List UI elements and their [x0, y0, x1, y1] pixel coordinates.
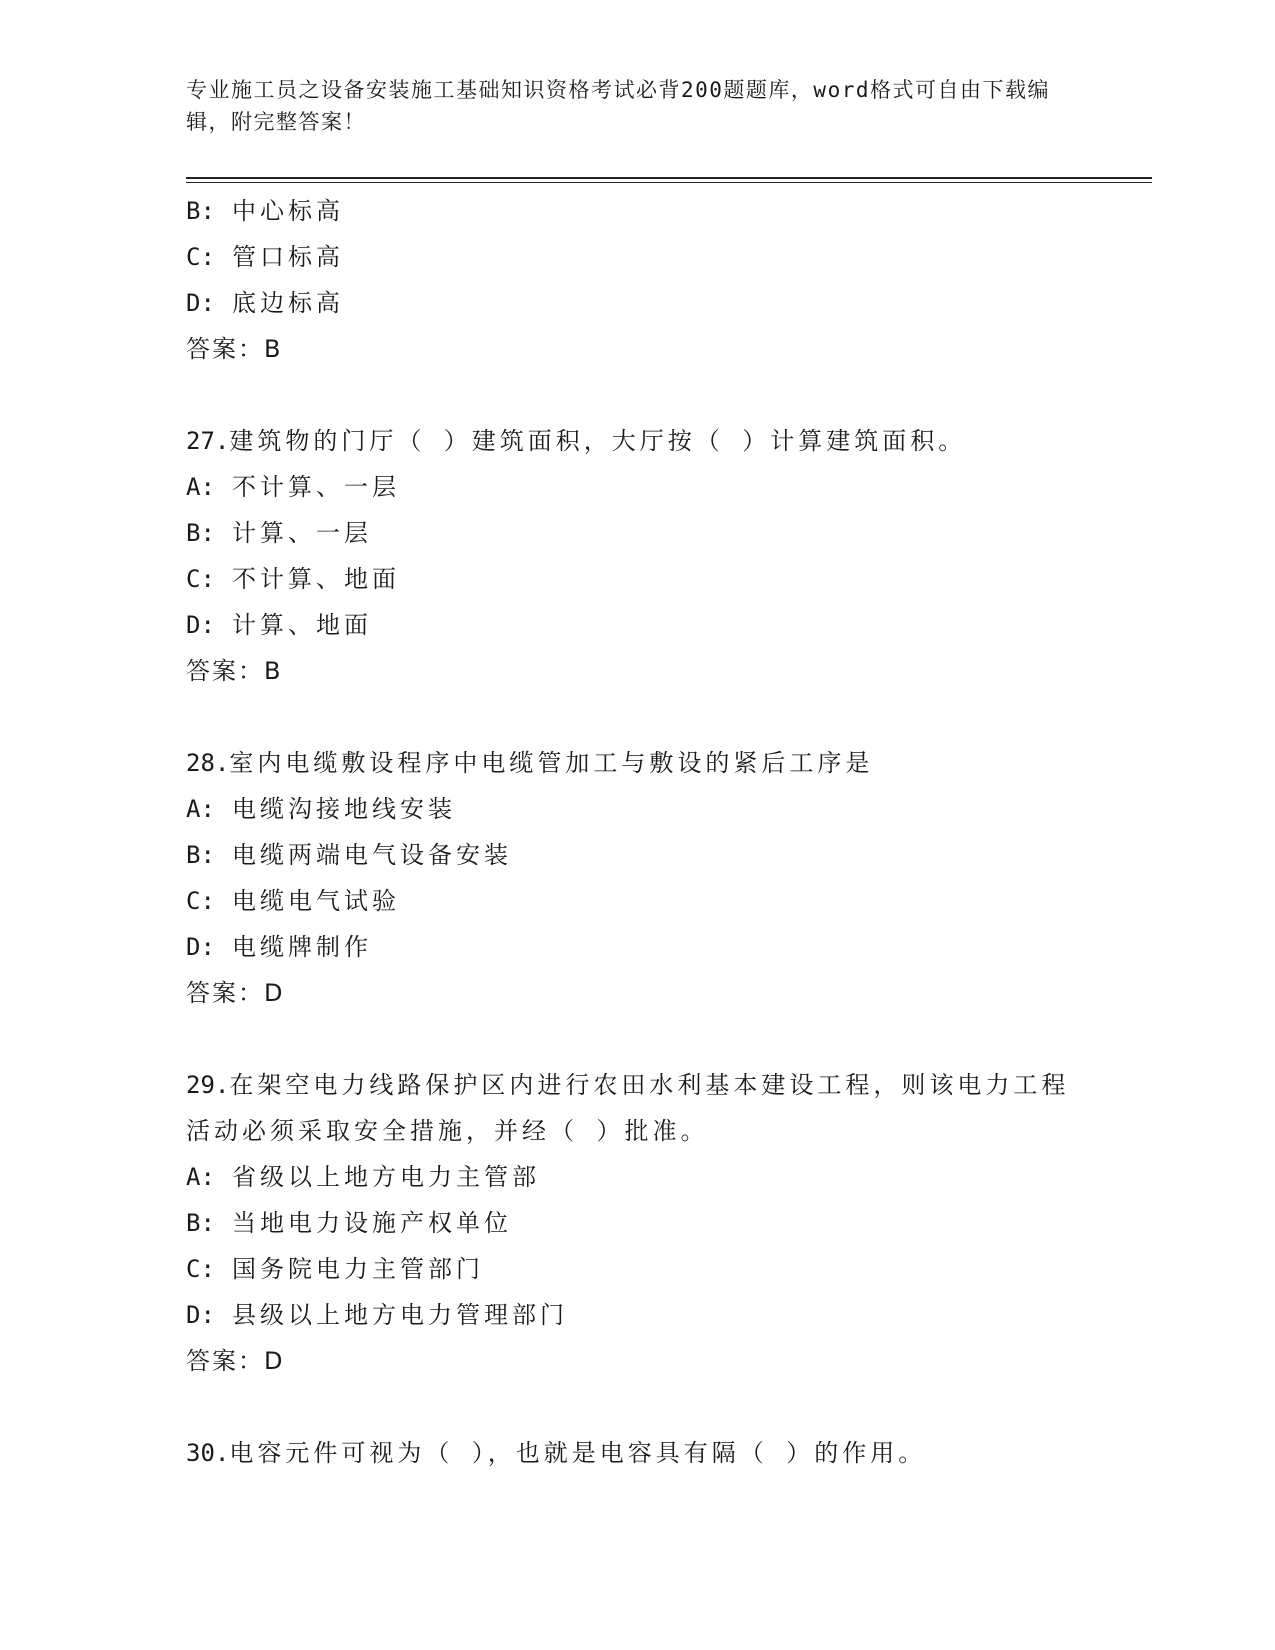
option-label: D: — [186, 611, 215, 639]
option-text: 管口标高 — [232, 243, 344, 271]
option-line — [186, 1154, 1152, 1200]
option-text: 省级以上地方电力主管部 — [232, 1163, 540, 1191]
option-text: 电缆牌制作 — [232, 933, 372, 961]
option-text: 电缆沟接地线安装 — [232, 795, 456, 823]
question-stem — [186, 1062, 1086, 1154]
option-label: D: — [186, 1301, 215, 1329]
option-text: 县级以上地方电力管理部门 — [232, 1301, 568, 1329]
question-number: 27. — [186, 427, 230, 455]
document-header: 专业施工员之设备安装施工基础知识资格考试必背200题题库，word格式可自由下载编辑，附完整答案！ — [186, 78, 1050, 134]
option-text: 当地电力设施产权单位 — [232, 1209, 512, 1237]
question-text: 建筑物的门厅（ ）建筑面积，大厅按（ ）计算建筑面积。 — [229, 427, 967, 455]
option-label: C: — [186, 887, 215, 915]
option-text: 不计算、地面 — [232, 565, 400, 593]
option-label: C: — [186, 1255, 215, 1283]
option-label: C: — [186, 565, 215, 593]
answer-line: 答案：D — [186, 1347, 285, 1375]
question-number: 29. — [186, 1071, 230, 1099]
option-label: A: — [186, 473, 215, 501]
option-text: 计算、地面 — [232, 611, 372, 639]
option-text: 电缆电气试验 — [232, 887, 400, 915]
header-rule-thin — [186, 182, 1152, 183]
answer-line: 答案：B — [186, 335, 283, 363]
option-line — [186, 878, 1152, 924]
spacer — [186, 1016, 1152, 1062]
question-text: 室内电缆敷设程序中电缆管加工与敷设的紧后工序是 — [229, 749, 874, 777]
option-label: D: — [186, 289, 215, 317]
option-label: B: — [186, 1209, 215, 1237]
option-line — [186, 188, 1152, 234]
question-number: 28. — [186, 749, 230, 777]
option-label: D: — [186, 933, 215, 961]
option-label: B: — [186, 197, 215, 225]
question-number: 30. — [186, 1439, 230, 1467]
option-line — [186, 924, 1152, 970]
option-line — [186, 464, 1152, 510]
option-line — [186, 832, 1152, 878]
question-block — [186, 1062, 1152, 1384]
spacer — [186, 1384, 1152, 1430]
option-line — [186, 1292, 1152, 1338]
option-label: A: — [186, 1163, 215, 1191]
answer-line: 答案：B — [186, 657, 283, 685]
option-line — [186, 1200, 1152, 1246]
question-stem — [186, 740, 1086, 786]
question-block — [186, 740, 1152, 1016]
option-line — [186, 786, 1152, 832]
question-list — [186, 188, 1152, 1476]
option-line — [186, 510, 1152, 556]
option-text: 电缆两端电气设备安装 — [232, 841, 512, 869]
question-stem — [186, 418, 1086, 464]
option-label: B: — [186, 841, 215, 869]
spacer — [186, 694, 1152, 740]
option-line — [186, 556, 1152, 602]
option-text: 底边标高 — [232, 289, 344, 317]
option-label: B: — [186, 519, 215, 547]
option-line — [186, 280, 1152, 326]
option-line — [186, 234, 1152, 280]
option-label: C: — [186, 243, 215, 271]
question-block — [186, 1430, 1152, 1476]
option-text: 国务院电力主管部门 — [232, 1255, 484, 1283]
option-label: A: — [186, 795, 215, 823]
question-text: 电容元件可视为（ ），也就是电容具有隔（ ）的作用。 — [229, 1439, 927, 1467]
question-text: 在架空电力线路保护区内进行农田水利基本建设工程，则该电力工程活动必须采取安全措施，并经（ ）批准。 — [186, 1071, 1070, 1145]
question-stem — [186, 1430, 1086, 1476]
option-text: 计算、一层 — [232, 519, 372, 547]
header-rule-thick — [186, 177, 1152, 179]
option-text: 不计算、一层 — [232, 473, 400, 501]
option-text: 中心标高 — [232, 197, 344, 225]
question-block — [186, 418, 1152, 694]
option-line — [186, 602, 1152, 648]
answer-line: 答案：D — [186, 979, 285, 1007]
partial-question-block — [186, 188, 1152, 372]
spacer — [186, 372, 1152, 418]
option-line — [186, 1246, 1152, 1292]
